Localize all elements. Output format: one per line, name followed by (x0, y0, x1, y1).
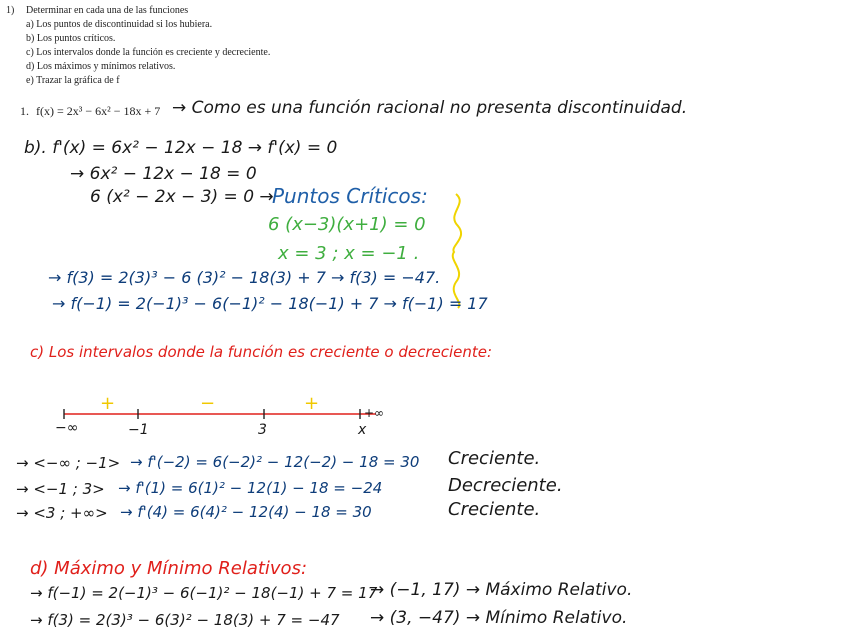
critical-roots: x = 3 ; x = −1 . (278, 243, 420, 264)
axis-label-x: x (358, 422, 367, 438)
interval-result-1: Creciente. (448, 448, 541, 469)
tick-neg-one: −1 (128, 422, 149, 438)
factor-product: 6 (x−3)(x+1) = 0 (268, 214, 426, 235)
yellow-brace (444, 190, 474, 310)
task-item-d: d) Los máximos y mínimos relativos. (26, 61, 176, 72)
interval-row-1: → <−∞ ; −1> (16, 454, 121, 472)
sign-minus-middle: − (200, 393, 216, 414)
task-item-c: c) Los intervalos donde la función es creciente y decreciente. (26, 47, 271, 58)
critical-points-heading: Puntos Críticos: (272, 184, 428, 208)
interval-result-3: Creciente. (448, 499, 541, 520)
interval-eval-2: → f'(1) = 6(1)² − 12(1) − 18 = −24 (118, 479, 383, 497)
task-item-e: e) Trazar la gráfica de f (26, 75, 120, 86)
sign-plus-left: + (100, 393, 116, 414)
tick-three: 3 (258, 422, 267, 438)
derivative-equation: → 6x² − 12x − 18 = 0 (70, 164, 257, 184)
interval-eval-1: → f'(−2) = 6(−2)² − 12(−2) − 18 = 30 (130, 453, 420, 471)
factored-equation: 6 (x² − 2x − 3) = 0 → (90, 187, 274, 207)
derivative-line: b). f'(x) = 6x² − 12x − 18 → f'(x) = 0 (24, 138, 338, 158)
function-definition: f(x) = 2x³ − 6x² − 18x + 7 (36, 104, 161, 118)
number-line (58, 406, 388, 426)
task-item-a: a) Los puntos de discontinuidad si los hubiera. (26, 19, 213, 30)
interval-result-2: Decreciente. (448, 475, 563, 496)
tick-pos-infinity: +∞ (364, 406, 385, 420)
tick-neg-infinity: −∞ (55, 420, 79, 436)
max-evaluation: → f(−1) = 2(−1)³ − 6(−1)² − 18(−1) + 7 = 17 (30, 584, 378, 602)
max-point: → (−1, 17) → Máximo Relativo. (370, 580, 633, 600)
min-evaluation: → f(3) = 2(3)³ − 6(3)² − 18(3) + 7 = −47 (30, 611, 340, 629)
min-point: → (3, −47) → Mínimo Relativo. (370, 608, 628, 628)
evaluation-fm1: → f(−1) = 2(−1)³ − 6(−1)² − 18(−1) + 7 → f(−1) = 17 (52, 294, 488, 313)
problem-number: 1) (6, 5, 15, 16)
evaluation-f3: → f(3) = 2(3)³ − 6 (3)² − 18(3) + 7 → f(3) = −47. (48, 268, 441, 287)
problem-title: Determinar en cada una de las funciones (26, 5, 189, 16)
interval-row-2: → <−1 ; 3> (16, 480, 105, 498)
sign-plus-right: + (304, 393, 320, 414)
task-item-b: b) Los puntos críticos. (26, 33, 116, 44)
interval-row-3: → <3 ; +∞> (16, 504, 108, 522)
extrema-heading: d) Máximo y Mínimo Relativos: (30, 558, 308, 579)
discontinuity-note: → Como es una función racional no presenta discontinuidad. (172, 98, 688, 118)
exercise-label: 1. (20, 104, 29, 118)
interval-eval-3: → f'(4) = 6(4)² − 12(4) − 18 = 30 (120, 503, 372, 521)
intervals-heading: c) Los intervalos donde la función es creciente o decreciente: (30, 343, 493, 361)
